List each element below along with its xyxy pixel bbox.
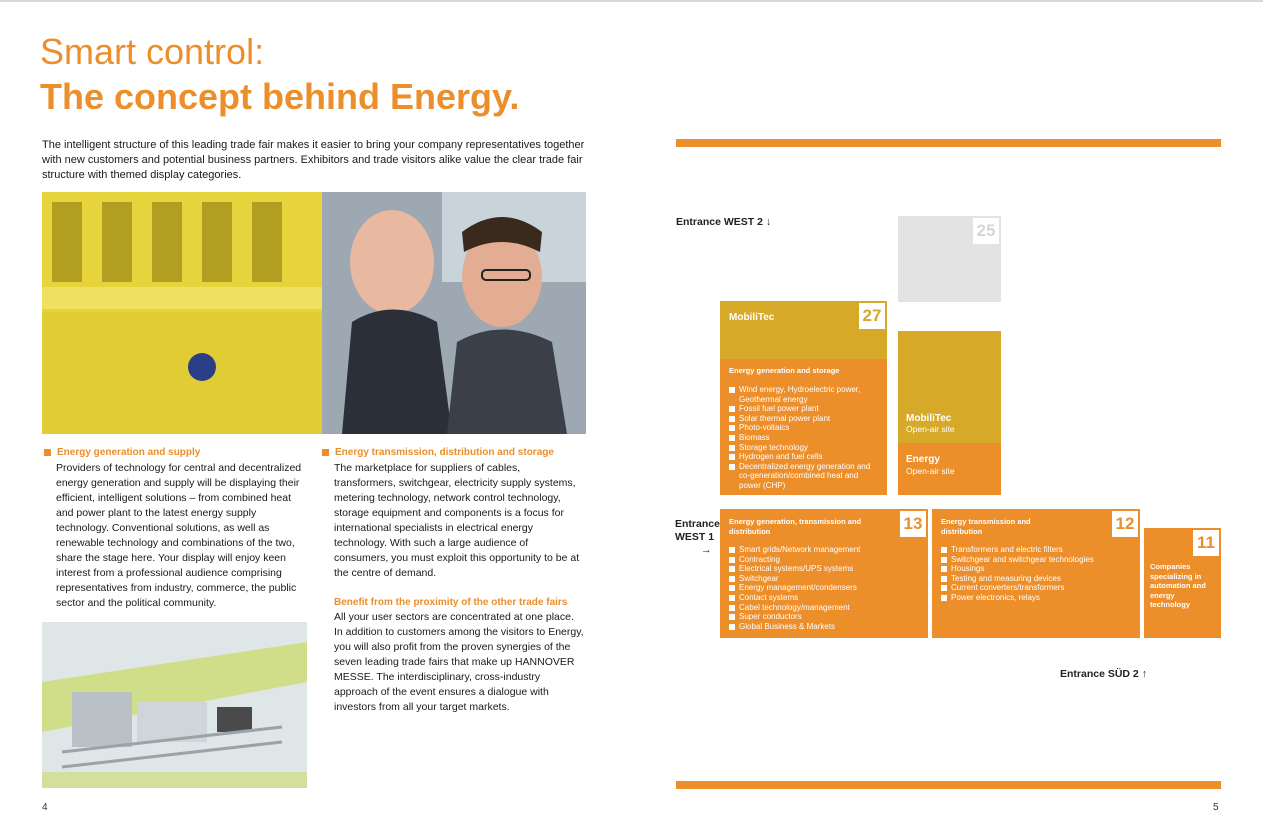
hall-topic-item: Wind energy, Hydroelectric power, Geothermal energy (729, 385, 879, 404)
photo-engineers-inspecting-equipment (42, 192, 586, 434)
hall-13-topic-list (729, 545, 919, 631)
hall-category: Energy generation, transmission and distribution (729, 517, 862, 536)
section-title: Energy generation and supply (57, 447, 201, 458)
arrow-right-icon: → (701, 544, 712, 556)
top-divider (0, 0, 1263, 2)
energy-open-air (898, 443, 1001, 495)
hall-topic-item: Contact systems (729, 593, 919, 603)
hall-topic-item: Smart grids/Network management (729, 545, 919, 555)
page-number-right: 5 (1213, 802, 1219, 813)
hall-topic-item: Electrical systems/UPS systems (729, 564, 919, 574)
entrance-west-1-line1: Entrance (675, 518, 720, 530)
hall-category: Energy transmission and distribution (941, 517, 1031, 536)
hall-topic-item: Super conductors (729, 612, 919, 622)
hall-25 (898, 216, 1001, 302)
hall-topic-item: Solar thermal power plant (729, 414, 879, 424)
mobilitec-open-air-sub: Open-air site (906, 424, 955, 434)
intro-paragraph: The intelligent structure of this leading trade fair makes it easier to bring your company representatives together with new customers and potential business partners. Exhibitors and trade visitors alike value the clear trade fair structure with themed display categories. (42, 139, 585, 181)
section-heading (44, 445, 306, 460)
square-bullet-icon (322, 449, 329, 456)
benefit-title: Benefit from the proximity of the other trade fairs (334, 597, 568, 608)
mobilitec-open-air (906, 413, 955, 434)
hall-topic-item: Energy management/condensers (729, 583, 919, 593)
entrance-west-1 (675, 518, 720, 557)
square-bullet-icon (44, 449, 51, 456)
hall-topic-item: Photo-voltaics (729, 423, 879, 433)
energy-open-air-sub: Open-air site (906, 466, 955, 476)
hall-topic-item: Cabel technology/management (729, 603, 919, 613)
hall-number: 12 (1112, 511, 1138, 537)
hall-13 (720, 509, 928, 638)
heading-line-1: Smart control: (40, 31, 265, 72)
hall-topic-item: Biomass (729, 433, 879, 443)
hall-topic-item: Housings (941, 564, 1131, 574)
hall-topic-item: Contracting (729, 555, 919, 565)
entrance-west-1-line2: WEST 1 (675, 531, 715, 543)
hall-description: Companies specializing in automation and energy technology (1150, 562, 1206, 609)
hall-topic-item: Switchgear (729, 574, 919, 584)
hall-category: Energy generation and storage (729, 366, 840, 375)
benefit-body: All your user sectors are concentrated at one place. In addition to customers among the visitors to Energy, you will also profit from the proven synergies of the seven leading trade fairs that make up HANNOVER MESSE. The interdisciplinary, cross-industry approach of the event ensures a dialogue with investors from all your target markets. (334, 611, 584, 713)
hall-topic-item: Decentralized energy generation and co-generation/combined heat and power (CHP) (729, 462, 879, 491)
hall-topic-item: Switchgear and switchgear technologies (941, 555, 1131, 565)
section-body: The marketplace for suppliers of cables, transformers, switchgear, electricity supply systems, metering technology, network control technology, storage equipment and components is a focus for international specialists in electrical energy technology. With such a large audience of consumers, you must exploit this opportunity to be at the centre of demand. (334, 462, 580, 579)
hall-12 (932, 509, 1140, 638)
photo-substation-model (42, 622, 307, 788)
engineers-photo-illustration (42, 192, 586, 434)
hall-topic-item: Power electronics, relays (941, 593, 1131, 603)
entrance-west-2: Entrance WEST 2 ↓ (676, 216, 772, 228)
hall-number: 11 (1193, 530, 1219, 556)
hall-topic-item: Current converters/transformers (941, 583, 1131, 593)
substation-model-illustration (42, 622, 307, 788)
section-energy-generation (44, 445, 306, 611)
hall-topic-item: Transformers and electric filters (941, 545, 1131, 555)
hall-topic-item: Hydrogen and fuel cells (729, 452, 879, 462)
section-heading (322, 445, 584, 460)
section-energy-transmission (322, 445, 584, 715)
hall-topic-item: Fossil fuel power plant (729, 404, 879, 414)
hall-number: 25 (973, 218, 999, 244)
hall-number: 13 (900, 511, 926, 537)
top-orange-bar (676, 139, 1221, 147)
hall-11 (1144, 528, 1221, 638)
section-title: Energy transmission, distribution and storage (335, 447, 554, 458)
hall-27 (720, 301, 887, 495)
hall-title: MobiliTec (729, 312, 775, 323)
hall-27-topic-list (729, 385, 879, 491)
energy-open-air-title: Energy (906, 454, 940, 465)
bottom-orange-bar (676, 781, 1221, 789)
heading-line-2: The concept behind Energy. (40, 76, 520, 117)
open-air-site-block (898, 331, 1001, 495)
entrance-sued-2: Entrance SÜD 2 ↑ (1060, 668, 1147, 680)
section-body: Providers of technology for central and decentralized energy generation and supply will be displaying their efficient, intelligent solutions – from combined heat and power plant to the latest energy supply technology. Conventional solutions, as well as renewable technology and combinations of the two, share the stage here. Your display will enjoy keen interest from a professional audience comprising representatives from industry, commerce, the public sector and the political community. (56, 462, 302, 609)
mobilitec-open-air-title: MobiliTec (906, 413, 952, 424)
hall-topic-item: Storage technology (729, 443, 879, 453)
hall-topic-item: Global Business & Markets (729, 622, 919, 632)
page-number-left: 4 (42, 802, 48, 813)
hall-topic-item: Testing and measuring devices (941, 574, 1131, 584)
hall-number: 27 (859, 303, 885, 329)
hall-12-topic-list (941, 545, 1131, 603)
